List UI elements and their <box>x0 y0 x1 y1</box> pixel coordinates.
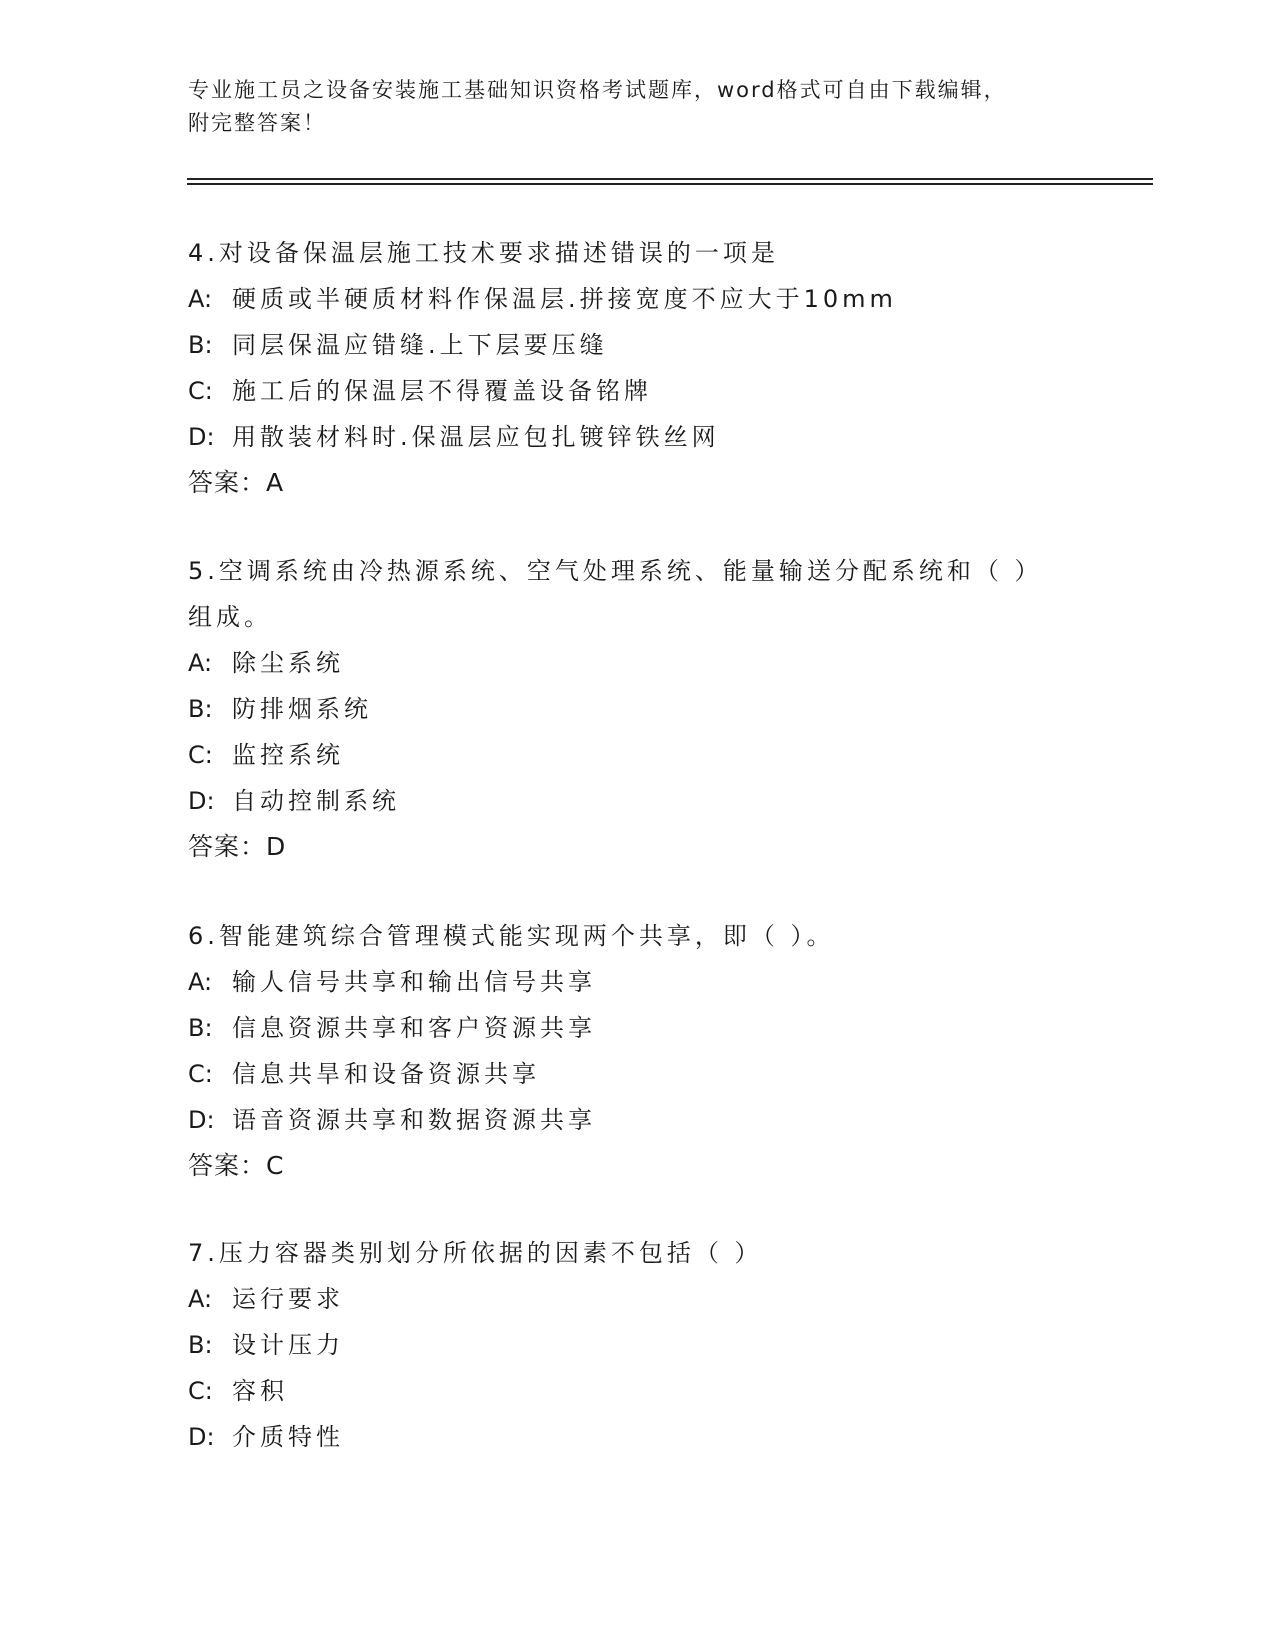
question-7 <box>188 1230 1088 1460</box>
question-stem: 4.对设备保温层施工技术要求描述错误的一项是 <box>188 239 779 267</box>
option-c <box>188 368 1088 414</box>
header-divider-bottom <box>187 183 1153 185</box>
option-text: 施工后的保温层不得覆盖设备铭牌 <box>232 377 652 405</box>
option-text: 硬质或半硬质材料作保温层.拼接宽度不应大于10mm <box>232 285 897 313</box>
option-text: 信息共旱和设备资源共享 <box>232 1060 540 1088</box>
option-text: 监控系统 <box>232 741 344 769</box>
option-key: B: <box>188 695 213 723</box>
option-text: 同层保温应错缝.上下层要压缝 <box>232 331 608 359</box>
answer-value: D <box>266 832 287 861</box>
option-key: B: <box>188 331 213 359</box>
option-text: 运行要求 <box>232 1285 344 1313</box>
option-key: D: <box>188 787 215 815</box>
option-b <box>188 686 1088 732</box>
option-key: C: <box>188 377 213 405</box>
option-text: 自动控制系统 <box>232 787 400 815</box>
option-key: A: <box>188 968 213 996</box>
option-d <box>188 1414 1088 1460</box>
option-a <box>188 276 1088 322</box>
option-key: B: <box>188 1014 213 1042</box>
header-divider-top <box>187 178 1153 180</box>
question-stem: 6.智能建筑综合管理模式能实现两个共享，即（ ）。 <box>188 922 835 950</box>
option-key: A: <box>188 285 213 313</box>
option-b <box>188 322 1088 368</box>
question-stem: 5.空调系统由冷热源系统、空气处理系统、能量输送分配系统和（ ）组成。 <box>188 557 1043 631</box>
option-b <box>188 1322 1088 1368</box>
option-key: C: <box>188 1377 213 1405</box>
option-text: 语音资源共享和数据资源共享 <box>232 1106 596 1134</box>
answer-line <box>188 824 1088 870</box>
header-line-1: 专业施工员之设备安装施工基础知识资格考试题库，word格式可自由下载编辑， <box>188 78 1007 102</box>
answer-label: 答案： <box>188 1151 267 1180</box>
option-text: 防排烟系统 <box>232 695 372 723</box>
option-a <box>188 1276 1088 1322</box>
option-text: 设计压力 <box>232 1331 344 1359</box>
option-text: 除尘系统 <box>232 649 344 677</box>
option-key: C: <box>188 1060 213 1088</box>
option-c <box>188 732 1088 778</box>
option-d <box>188 778 1088 824</box>
option-key: B: <box>188 1331 213 1359</box>
option-key: C: <box>188 741 213 769</box>
option-c <box>188 1051 1088 1097</box>
question-stem: 7.压力容器类别划分所依据的因素不包括（ ） <box>188 1239 763 1267</box>
answer-value: C <box>266 1151 285 1180</box>
option-a <box>188 640 1088 686</box>
question-4 <box>188 230 1088 506</box>
question-6 <box>188 913 1088 1189</box>
option-key: A: <box>188 1285 213 1313</box>
option-d <box>188 414 1088 460</box>
option-key: D: <box>188 1106 215 1134</box>
option-key: A: <box>188 649 213 677</box>
option-a <box>188 959 1088 1005</box>
option-text: 用散装材料时.保温层应包扎镀锌铁丝网 <box>232 423 720 451</box>
option-d <box>188 1097 1088 1143</box>
answer-label: 答案： <box>188 468 267 497</box>
document-header <box>188 74 1068 140</box>
option-b <box>188 1005 1088 1051</box>
question-5 <box>188 548 1088 870</box>
answer-label: 答案： <box>188 832 267 861</box>
option-key: D: <box>188 1423 215 1451</box>
option-text: 输人信号共享和输出信号共享 <box>232 968 596 996</box>
option-text: 介质特性 <box>232 1423 344 1451</box>
answer-line <box>188 460 1088 506</box>
header-line-2: 附完整答案！ <box>188 111 326 135</box>
answer-value: A <box>266 468 285 497</box>
option-text: 容积 <box>232 1377 288 1405</box>
option-text: 信息资源共享和客户资源共享 <box>232 1014 596 1042</box>
option-key: D: <box>188 423 215 451</box>
option-c <box>188 1368 1088 1414</box>
answer-line <box>188 1143 1088 1189</box>
